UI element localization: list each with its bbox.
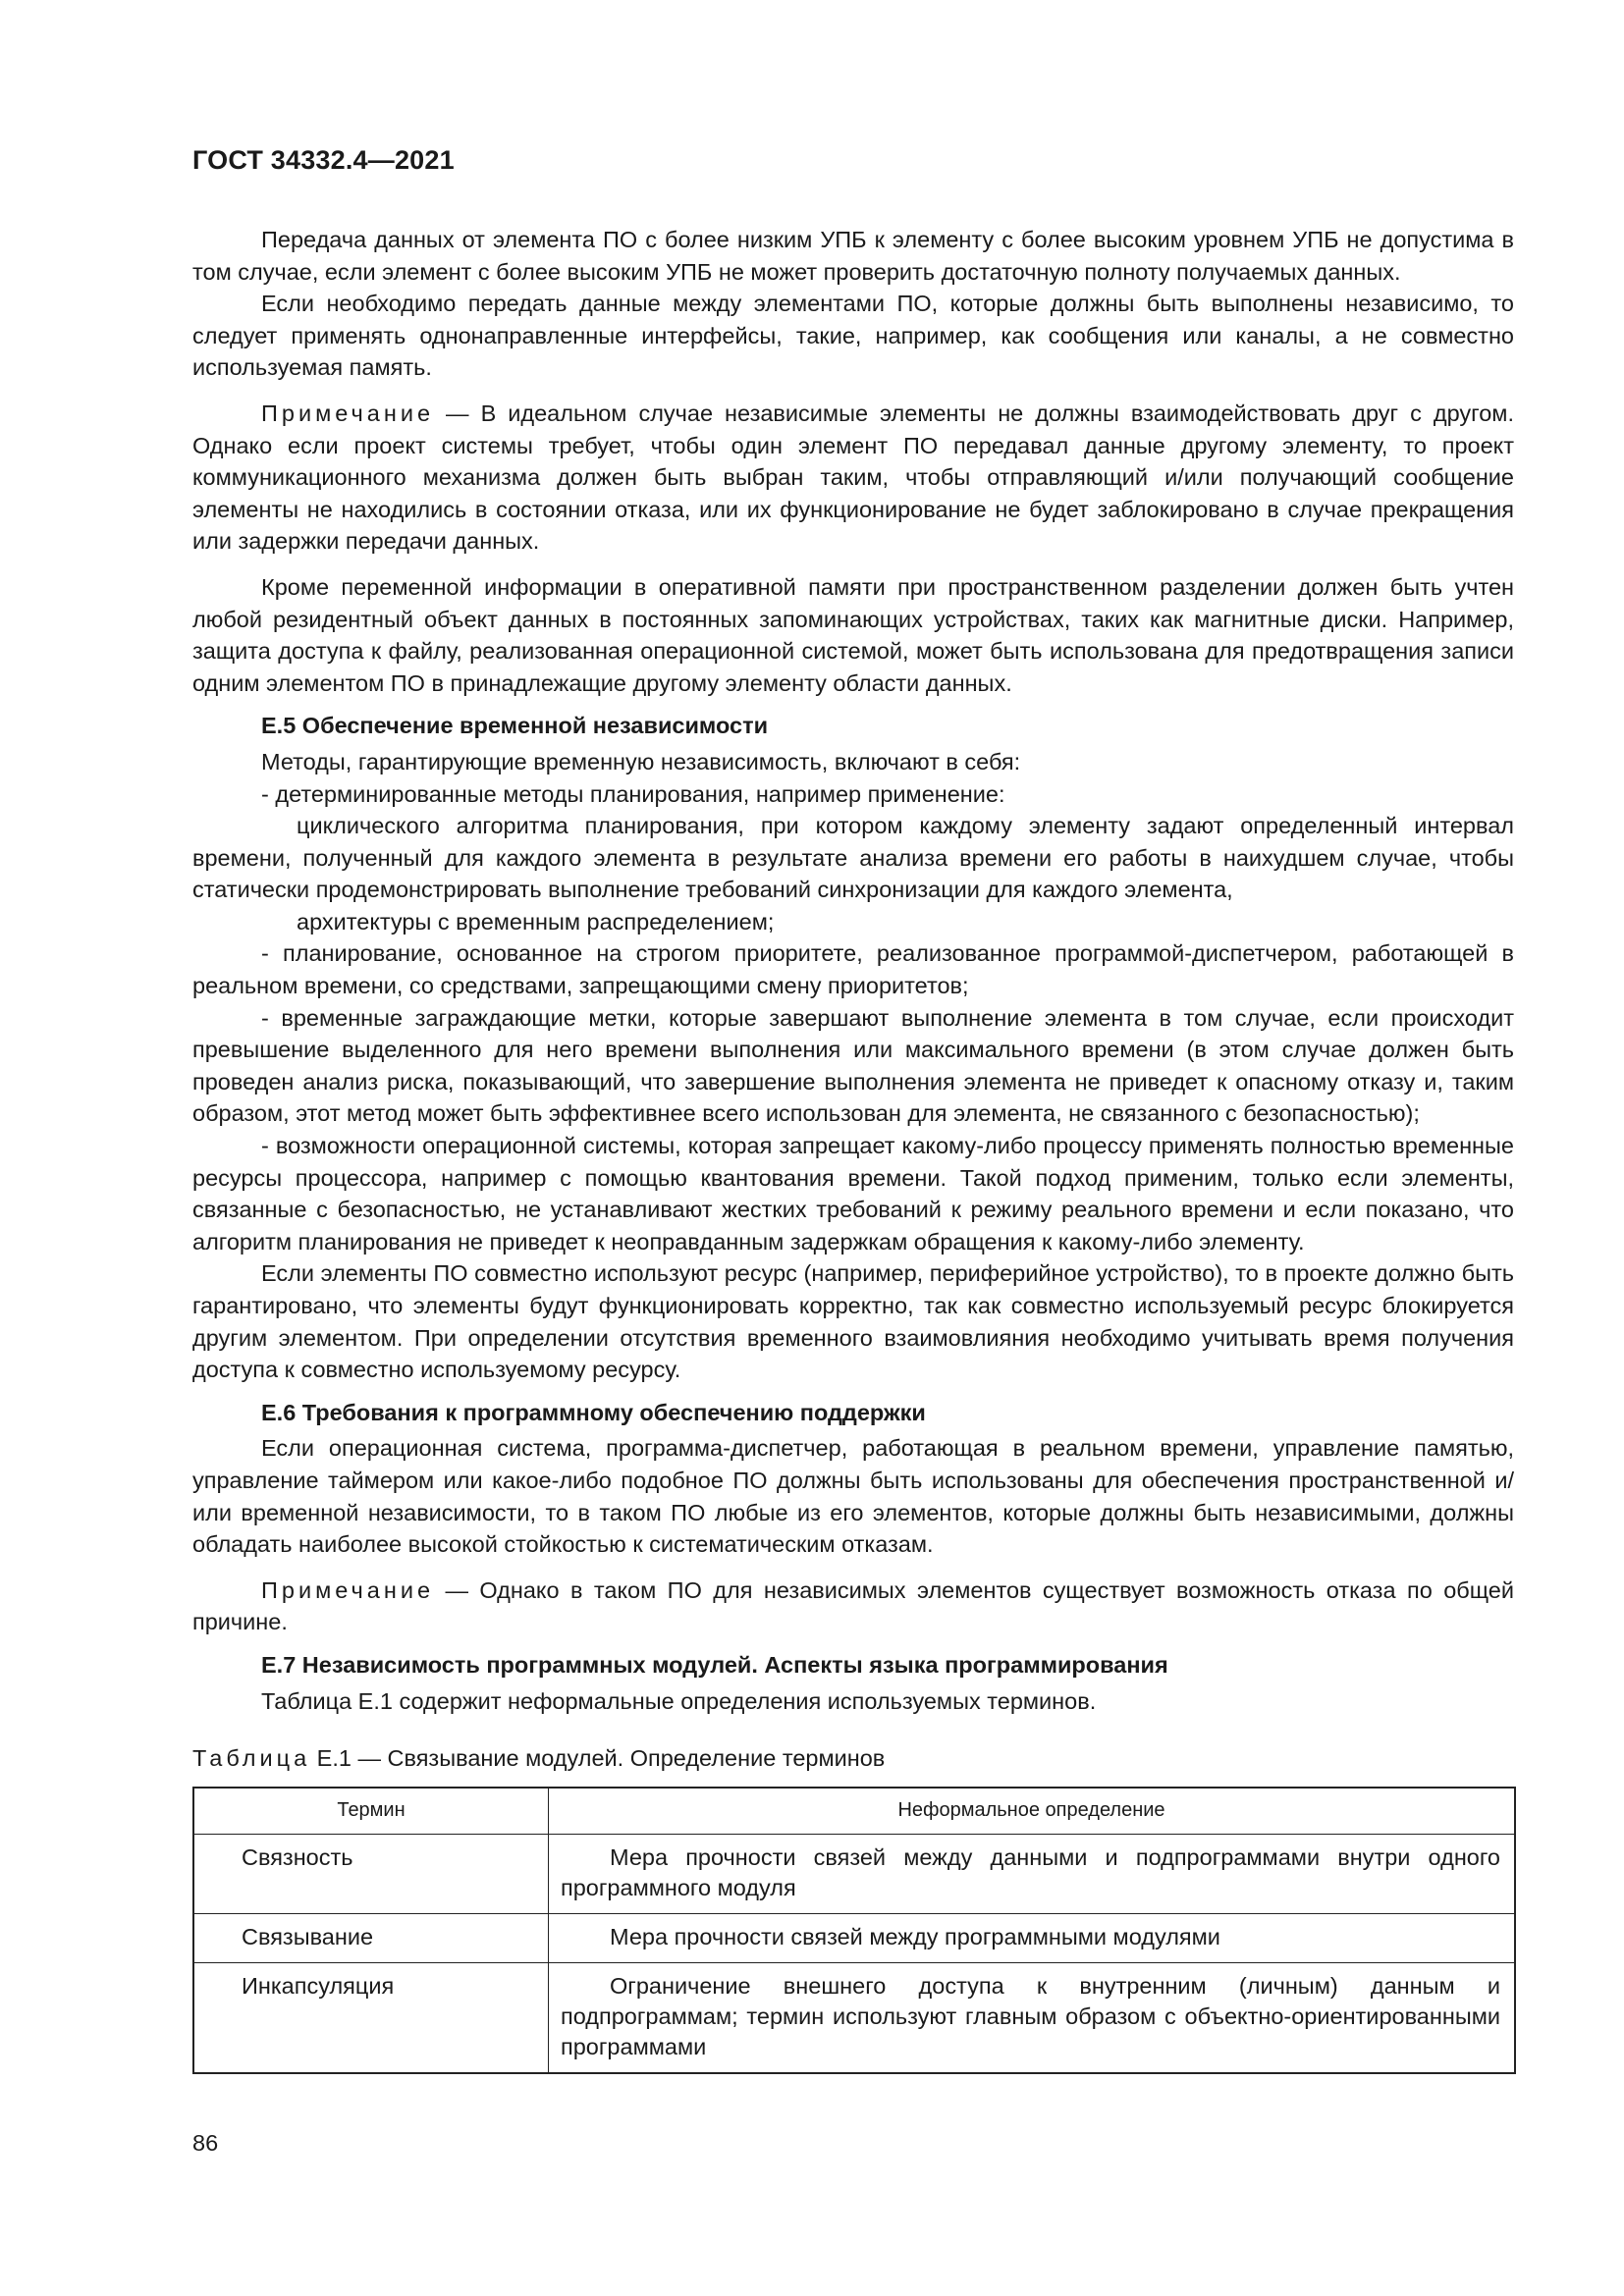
section-heading-e7: Е.7 Независимость программных модулей. Аспекты языка программирования: [261, 1651, 1168, 1678]
table-cell-term: Связывание: [193, 1913, 549, 1962]
paragraph: Кроме переменной информации в оперативной памяти при пространственном разделении должен быть учтен любой резидентный объект данных в постоянных запоминающих устройствах, таких как магнитные диски. Например, защита доступа к файлу, реализованная операционной системой, может быть использована для предотвращения записи одним элементом ПО в принадлежащие другому элементу области данных.: [192, 573, 1514, 696]
page-number: 86: [192, 2130, 219, 2156]
document-header: ГОСТ 34332.4—2021: [192, 145, 455, 175]
paragraph: Если необходимо передать данные между элементами ПО, которые должны быть выполнены независимо, то следует применять однонаправленные интерфейсы, такие, например, как сообщения или каналы, а не совместно используемая память.: [192, 291, 1514, 381]
sub-list-item: циклического алгоритма планирования, при котором каждому элементу задают определенный интервал времени, полученный для каждого элемента в результате анализа времени его работы в наихудшем случае, чтобы статически продемонстрировать выполнение требований синхронизации для каждого элемента,: [192, 813, 1514, 903]
list-item: - возможности операционной системы, которая запрещает какому-либо процессу применять полностью временные ресурсы процессора, например с помощью квантования времени. Такой подход применим, только если элементы, связанные с безопасностью, не устанавливают жестких требований к режиму реального времени и если показано, что алгоритм планирования не приведет к неоправданным задержкам обращения к какому-либо элементу.: [192, 1133, 1514, 1255]
list-item: - планирование, основанное на строгом приоритете, реализованное программой-диспетчером, работающей в реальном времени, со средствами, запрещающими смену приоритетов;: [192, 940, 1514, 999]
list-item: - временные заграждающие метки, которые завершают выполнение элемента в том случае, если происходит превышение выделенного для него времени выполнения или максимального времени (в этом случае должен быть проведен анализ риска, показывающий, что завершение выполнения элемента не приведет к опасному отказу и, таким образом, этот метод может быть эффективнее всего использован для элемента, не связанного с безопасностью);: [192, 1004, 1514, 1127]
section-heading-e5: Е.5 Обеспечение временной независимости: [261, 713, 769, 739]
note-paragraph: [192, 1575, 1514, 1638]
table-header-term: Термин: [193, 1788, 549, 1835]
note-paragraph: [192, 398, 1514, 558]
table-header-row: [193, 1788, 1515, 1835]
sub-list-item: архитектуры с временным распределением;: [297, 908, 775, 934]
table-cell-definition: Мера прочности связей между программными модулями: [549, 1913, 1516, 1962]
table-caption-text: Е.1 — Связывание модулей. Определение терминов: [310, 1745, 886, 1772]
list-item: - детерминированные методы планирования, например применение:: [261, 780, 1005, 807]
table-caption-label: Таблица: [192, 1745, 311, 1772]
section-heading-e6: Е.6 Требования к программному обеспечению поддержки: [261, 1399, 926, 1425]
table-cell-term: Инкапсуляция: [193, 1962, 549, 2073]
note-label: Примечание: [261, 1576, 435, 1603]
note-text: — В идеальном случае независимые элементы не должны взаимодействовать друг с другом. Однако если проект системы требует, чтобы один элемент ПО передавал данные другому элементу, то проект коммуникационного механизма должен быть выбран таким, чтобы отправляющий и/или получающий сообщение элементы не находились в состоянии отказа, или их функционирование не будет заблокировано в случае прекращения или задержки передачи данных.: [192, 400, 1514, 555]
table-cell-definition: Мера прочности связей между данными и подпрограммами внутри одного программного модуля: [549, 1834, 1516, 1913]
note-label: Примечание: [261, 400, 435, 426]
table-row: [193, 1913, 1515, 1962]
terms-table: [192, 1787, 1516, 2074]
table-cell-term: Связность: [193, 1834, 549, 1913]
paragraph: Таблица Е.1 содержит неформальные определения используемых терминов.: [261, 1687, 1097, 1714]
paragraph: Если операционная система, программа-диспетчер, работающая в реальном времени, управление памятью, управление таймером или какое-либо подобное ПО должны быть использованы для обеспечения пространственной и/или временной независимости, то в таком ПО любые из его элементов, которые должны быть независимыми, должны обладать наиболее высокой стойкостью к систематическим отказам.: [192, 1435, 1514, 1558]
paragraph: Методы, гарантирующие временную независимость, включают в себя:: [261, 748, 1021, 774]
table-row: [193, 1962, 1515, 2073]
paragraph: Передача данных от элемента ПО с более низким УПБ к элементу с более высоким уровнем УПБ не допустима в том случае, если элемент с более высоким УПБ не может проверить достаточную полноту получаемых данных.: [192, 227, 1514, 285]
paragraph: Если элементы ПО совместно используют ресурс (например, периферийное устройство), то в проекте должно быть гарантировано, что элементы будут функционировать корректно, так как совместно используемый ресурс блокируется другим элементом. При определении отсутствия временного взаимовлияния необходимо учитывать время получения доступа к совместно используемому ресурсу.: [192, 1260, 1514, 1383]
table-row: [193, 1834, 1515, 1913]
table-cell-definition: Ограничение внешнего доступа к внутренним (личным) данным и подпрограммам; термин используют главным образом с объектно-ориентированными программами: [549, 1962, 1516, 2073]
document-body: [192, 224, 1514, 2074]
note-text: — Однако в таком ПО для независимых элементов существует возможность отказа по общей причине.: [192, 1576, 1514, 1635]
table-caption: [192, 1742, 1514, 1775]
table-header-definition: Неформальное определение: [549, 1788, 1516, 1835]
